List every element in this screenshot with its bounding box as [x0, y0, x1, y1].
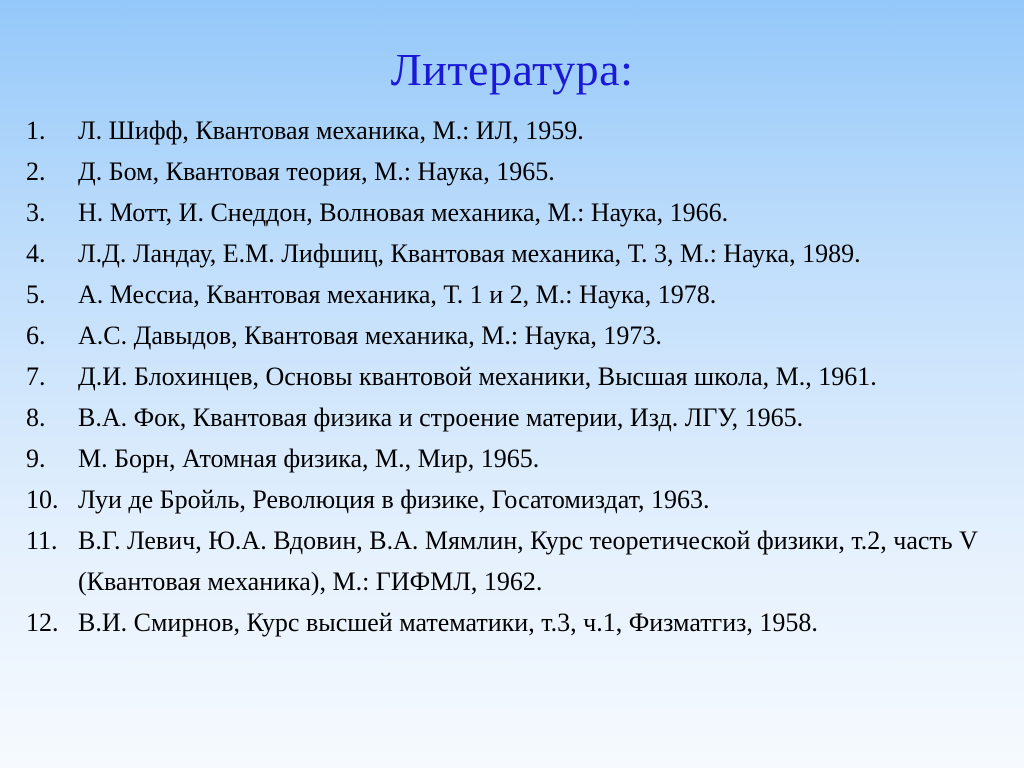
list-item-text: Луи де Бройль, Революция в физике, Госатомиздат, 1963. — [78, 485, 710, 514]
list-item — [26, 151, 1006, 192]
list-item-number: 5. — [26, 280, 46, 309]
list-item-number: 10. — [26, 485, 59, 514]
list-item — [26, 192, 1006, 233]
list-item-number: 7. — [26, 362, 46, 391]
list-item — [26, 110, 1006, 151]
list-item-text: М. Борн, Атомная физика, М., Мир, 1965. — [78, 444, 540, 473]
list-item-text: В.А. Фок, Квантовая физика и строение материи, Изд. ЛГУ, 1965. — [78, 403, 804, 432]
list-item-number: 11. — [26, 526, 58, 555]
list-item-text: Л. Шифф, Квантовая механика, М.: ИЛ, 1959. — [78, 116, 584, 145]
list-item — [26, 438, 1006, 479]
list-item-text: Д.И. Блохинцев, Основы квантовой механики, Высшая школа, М., 1961. — [78, 362, 877, 391]
list-item — [26, 315, 1006, 356]
list-item-number: 4. — [26, 239, 46, 268]
list-item-number: 9. — [26, 444, 46, 473]
list-item — [26, 479, 1006, 520]
list-item-number: 1. — [26, 116, 46, 145]
list-item-text: В.Г. Левич, Ю.А. Вдовин, В.А. Мямлин, Курс теоретической физики, т.2, часть V (Квантовая механика), М.: ГИФМЛ, 1962. — [78, 526, 978, 596]
list-item — [26, 397, 1006, 438]
list-item-text: А. Мессиа, Квантовая механика, Т. 1 и 2, М.: Наука, 1978. — [78, 280, 717, 309]
list-item-text: Л.Д. Ландау, Е.М. Лифшиц, Квантовая механика, Т. 3, М.: Наука, 1989. — [78, 239, 861, 268]
list-item — [26, 602, 1006, 643]
slide-title: Литература: — [390, 44, 634, 95]
list-item — [26, 356, 1006, 397]
list-item-text: Д. Бом, Квантовая теория, М.: Наука, 1965. — [78, 157, 555, 186]
list-item — [26, 520, 1006, 602]
list-item-number: 12. — [26, 608, 59, 637]
list-item-text: В.И. Смирнов, Курс высшей математики, т.3, ч.1, Физматгиз, 1958. — [78, 608, 818, 637]
list-item — [26, 233, 1006, 274]
list-item-number: 8. — [26, 403, 46, 432]
list-item-text: Н. Мотт, И. Снеддон, Волновая механика, М.: Наука, 1966. — [78, 198, 729, 227]
reference-list — [26, 110, 1006, 643]
list-item-number: 6. — [26, 321, 46, 350]
list-item-text: А.С. Давыдов, Квантовая механика, М.: Наука, 1973. — [78, 321, 662, 350]
list-item — [26, 274, 1006, 315]
list-item-number: 2. — [26, 157, 46, 186]
list-item-number: 3. — [26, 198, 46, 227]
